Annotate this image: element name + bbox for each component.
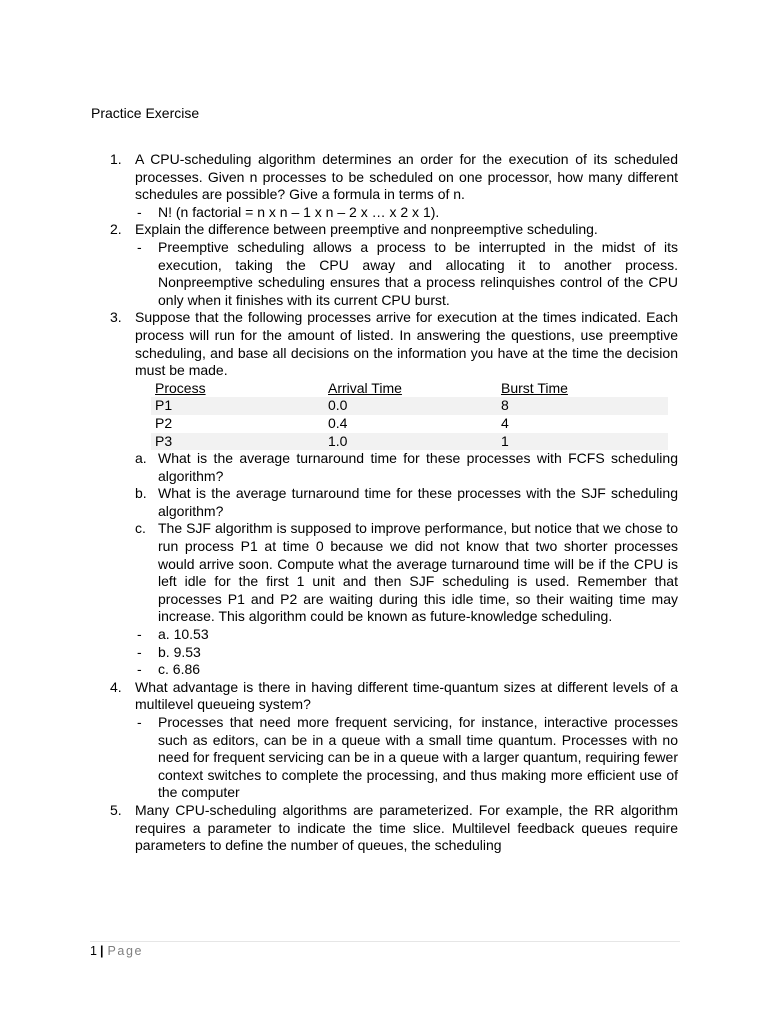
table-header-row <box>151 380 668 398</box>
table-row <box>151 397 668 415</box>
question-text: A CPU-scheduling algorithm determines an order for the execution of its scheduled processes. Given n processes to be scheduled on one processor, how many different schedules are possible? Give a formula in terms of n. <box>135 151 678 203</box>
column-header-arrival: Arrival Time <box>328 379 402 396</box>
question-number: 5. <box>110 801 122 818</box>
page-title: Practice Exercise <box>91 105 200 121</box>
dash-bullet: - <box>137 238 142 255</box>
sub-question-text: What is the average turnaround time for these processes with FCFS scheduling algorithm? <box>158 450 678 484</box>
answer-item <box>135 204 678 222</box>
sub-question-a <box>135 450 678 485</box>
sub-question-letter: a. <box>135 450 147 467</box>
answer-item <box>135 714 678 802</box>
question-number: 1. <box>110 151 122 167</box>
dash-bullet: - <box>137 626 142 643</box>
answer-text: a. 10.53 <box>158 626 209 643</box>
answer-text: c. 6.86 <box>158 661 201 678</box>
table-cell: 1.0 <box>324 433 497 451</box>
table-cell: 0.0 <box>324 397 497 415</box>
question-list <box>110 151 678 855</box>
question-2 <box>110 221 678 309</box>
table-cell: P3 <box>151 433 324 451</box>
answer-text: Processes that need more frequent servicing, for instance, interactive processes such as editors, can be in a queue with a small time quantum. Processes with no need for frequent servicing can be in a queue with a larger quantum, requiring fewer context switches to complete the processing, and thus making more efficient use of the computer <box>158 714 678 801</box>
question-number: 4. <box>110 678 122 695</box>
answer-text: b. 9.53 <box>158 643 201 660</box>
question-5 <box>110 802 678 855</box>
table-cell: 8 <box>497 397 668 415</box>
sub-question-letter: b. <box>135 485 147 502</box>
sub-question-text: What is the average turnaround time for these processes with the SJF scheduling algorithm? <box>158 485 678 519</box>
sub-question-c <box>135 520 678 626</box>
table-cell: 1 <box>497 433 668 451</box>
dash-bullet: - <box>137 203 142 220</box>
question-text: What advantage is there in having different time-quantum sizes at different levels of a multilevel queueing system? <box>135 678 678 713</box>
footer-divider <box>90 941 680 942</box>
column-header-burst: Burst Time <box>501 379 568 396</box>
sub-question-b <box>135 485 678 520</box>
answer-text: Preemptive scheduling allows a process to be interrupted in the midst of its execution, taking the CPU away and allocating it to another process. Nonpreemptive scheduling ensures that a process relinquishes control of the CPU only when it finishes with its current CPU burst. <box>158 238 678 308</box>
dash-bullet: - <box>137 661 142 678</box>
sub-question-text: The SJF algorithm is supposed to improve performance, but notice that we chose to run process P1 at time 0 because we did not know that two shorter processes would arrive soon. Compute what the average turnaround time will be if the CPU is left idle for the first 1 unit and then SJF scheduling is used. Remember that processes P1 and P2 are waiting during this idle time, so their waiting time may increase. This algorithm could be known as future-knowledge scheduling. <box>158 520 678 625</box>
table-cell: 4 <box>501 414 509 431</box>
question-text: Many CPU-scheduling algorithms are parameterized. For example, the RR algorithm requires a parameter to indicate the time slice. Multilevel feedback queues require parameters to define the number of queues, the scheduling <box>135 801 678 854</box>
column-header-process: Process <box>155 379 206 396</box>
page-label: Page <box>107 944 144 958</box>
page-footer <box>90 944 143 958</box>
table-row <box>151 433 668 451</box>
table-cell: P1 <box>151 397 324 415</box>
answer-item <box>135 661 678 679</box>
question-text: Explain the difference between preemptive and nonpreemptive scheduling. <box>135 221 598 238</box>
question-number: 2. <box>110 221 122 238</box>
question-text: Suppose that the following processes arrive for execution at the times indicated. Each process will run for the amount of listed. In answering the questions, use preemptive scheduling, and base all decisions on the information you have at the time the decision must be made. <box>135 309 678 379</box>
question-3 <box>110 309 678 678</box>
answer-text: N! (n factorial = n x n – 1 x n – 2 x … x 2 x 1). <box>158 203 440 220</box>
sub-question-letter: c. <box>135 520 146 537</box>
table-cell: 0.4 <box>328 414 348 431</box>
footer-separator: | <box>99 944 104 958</box>
table-cell: P2 <box>155 414 173 431</box>
answer-item <box>135 239 678 309</box>
question-4 <box>110 679 678 802</box>
question-number: 3. <box>110 309 122 326</box>
question-1 <box>110 151 678 221</box>
table-row <box>151 415 668 433</box>
page-number: 1 <box>90 944 97 958</box>
dash-bullet: - <box>137 714 142 730</box>
dash-bullet: - <box>137 643 142 660</box>
process-table <box>151 380 668 450</box>
answer-item <box>135 644 678 662</box>
answer-item <box>135 626 678 644</box>
